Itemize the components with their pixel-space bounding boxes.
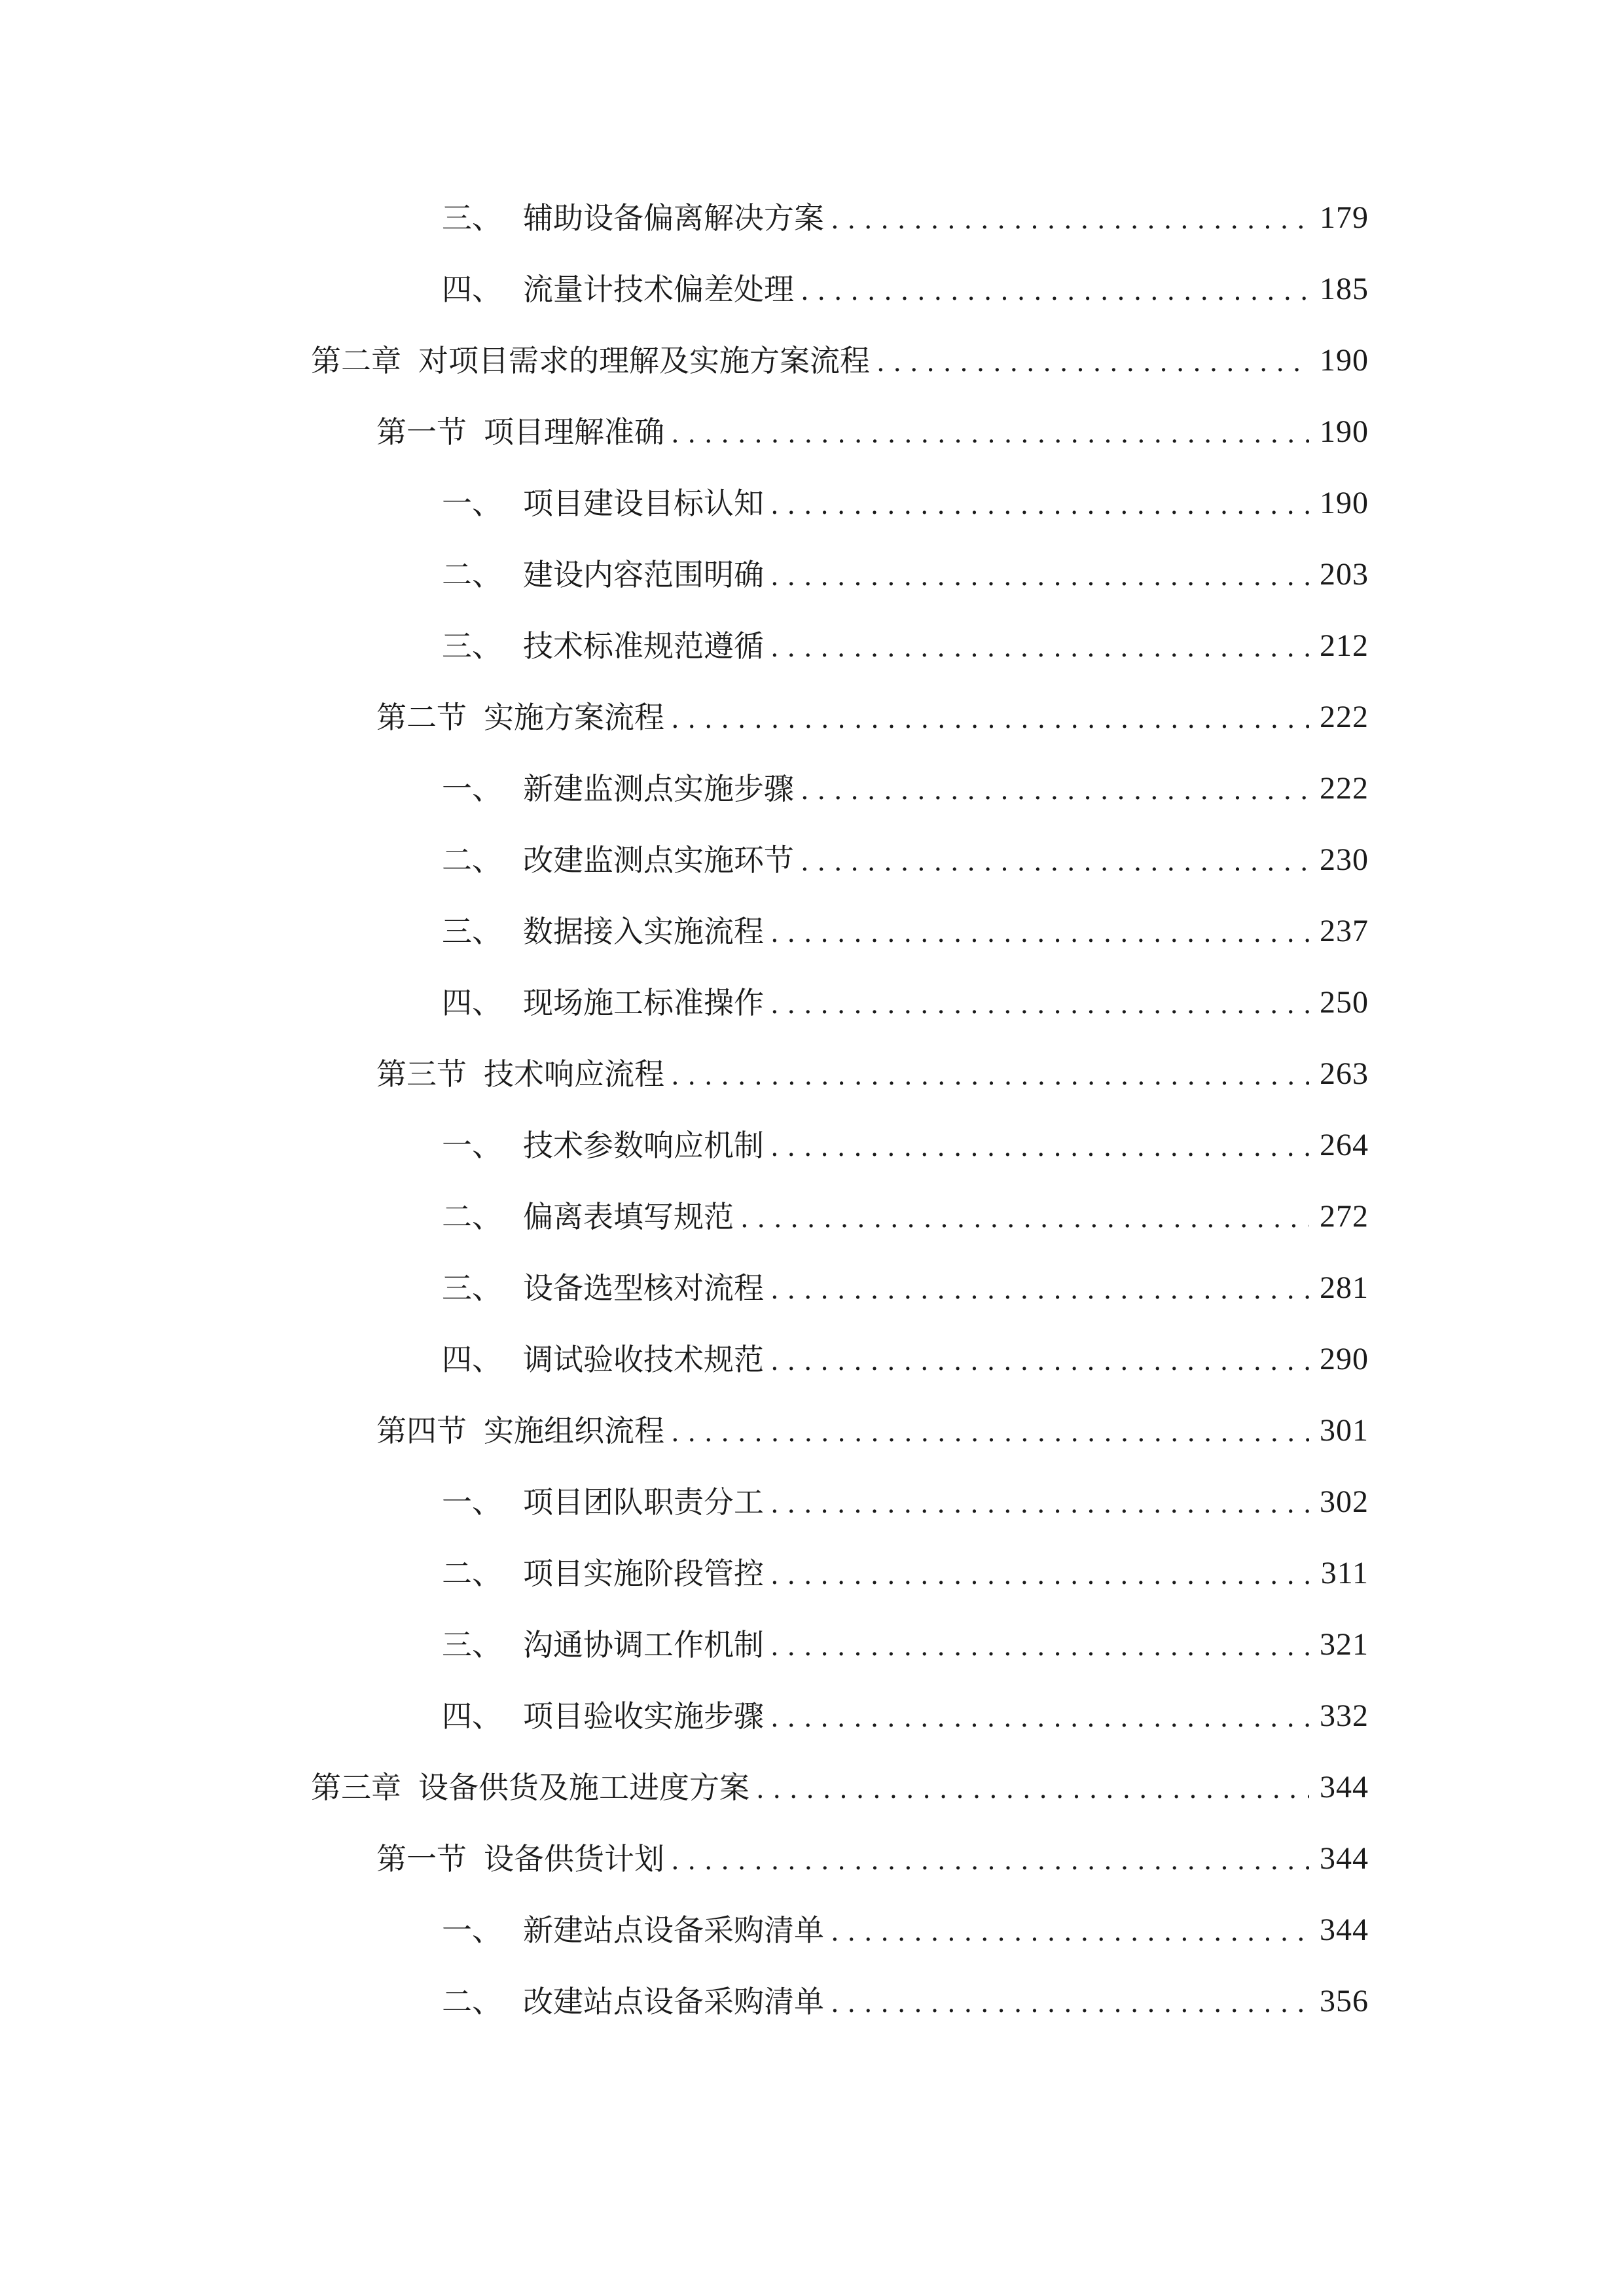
page-number: 264 [1320, 1128, 1369, 1162]
toc-entry[interactable] [442, 266, 1369, 313]
toc-section-entry[interactable] [376, 694, 1369, 741]
toc-entry[interactable] [442, 1479, 1369, 1526]
chapter-title: 设备供货及施工进度方案 [418, 1770, 749, 1805]
entry-title: 技术标准规范遵循 [523, 628, 764, 664]
entry-title: 项目团队职责分工 [523, 1484, 764, 1520]
toc-entry[interactable] [442, 1193, 1369, 1240]
toc-entry[interactable] [442, 1693, 1369, 1740]
toc-entry[interactable] [442, 836, 1369, 884]
entry-title: 项目建设目标认知 [523, 486, 764, 521]
entry-number: 二、 [442, 1199, 502, 1234]
page-number: 222 [1320, 771, 1369, 806]
entry-number: 二、 [442, 842, 502, 878]
dot-leader [801, 266, 1309, 313]
page-number: 311 [1320, 1556, 1369, 1590]
toc-entry[interactable] [442, 551, 1369, 598]
entry-number: 二、 [442, 1984, 502, 2019]
page-number: 344 [1320, 1770, 1369, 1804]
entry-title: 建设内容范围明确 [523, 557, 764, 592]
entry-number: 四、 [442, 1698, 502, 1734]
toc-entry[interactable] [442, 1122, 1369, 1169]
entry-number: 三、 [442, 628, 502, 664]
dot-leader [770, 622, 1309, 670]
toc-entry[interactable] [442, 765, 1369, 812]
dot-leader [740, 1193, 1309, 1240]
section-title: 技术响应流程 [484, 1056, 664, 1092]
page-number: 332 [1320, 1698, 1369, 1733]
entry-title: 辅助设备偏离解决方案 [523, 200, 824, 236]
page-number: 203 [1320, 557, 1369, 592]
page-number: 237 [1320, 914, 1369, 948]
entry-number: 二、 [442, 1556, 502, 1591]
toc-entry[interactable] [442, 1978, 1369, 2025]
entry-title: 偏离表填写规范 [523, 1199, 734, 1234]
entry-title: 沟通协调工作机制 [523, 1627, 764, 1662]
section-title: 实施方案流程 [484, 700, 664, 735]
page-number: 302 [1320, 1484, 1369, 1519]
page-number: 250 [1320, 985, 1369, 1020]
entry-number: 四、 [442, 272, 502, 307]
entry-title: 项目验收实施步骤 [523, 1698, 764, 1734]
entry-title: 改建监测点实施环节 [523, 842, 794, 878]
dot-leader [801, 836, 1309, 884]
dot-leader [756, 1764, 1309, 1811]
entry-number: 一、 [442, 1128, 502, 1163]
entry-number: 三、 [442, 1627, 502, 1662]
page-number: 190 [1320, 414, 1369, 449]
page-number: 344 [1320, 1841, 1369, 1876]
chapter-number: 第三章 [311, 1770, 401, 1805]
dot-leader [770, 1621, 1309, 1668]
toc-entry[interactable] [442, 1336, 1369, 1383]
section-number: 第三节 [376, 1056, 467, 1092]
page-number: 230 [1320, 842, 1369, 877]
entry-title: 流量计技术偏差处理 [523, 272, 794, 307]
section-number: 第一节 [376, 1841, 467, 1876]
chapter-number: 第二章 [311, 343, 401, 378]
toc-entry[interactable] [442, 979, 1369, 1026]
entry-number: 一、 [442, 1484, 502, 1520]
page-number: 185 [1320, 272, 1369, 306]
page-number: 321 [1320, 1627, 1369, 1662]
dot-leader [770, 1265, 1309, 1312]
dot-leader [770, 1479, 1309, 1526]
entry-number: 一、 [442, 771, 502, 806]
page-number: 222 [1320, 700, 1369, 734]
dot-leader [770, 908, 1309, 955]
dot-leader [671, 408, 1309, 456]
section-title: 项目理解准确 [484, 414, 664, 450]
toc-entry[interactable] [442, 908, 1369, 955]
toc-entry[interactable] [442, 1907, 1369, 1954]
toc-section-entry[interactable] [376, 1050, 1369, 1098]
entry-number: 二、 [442, 557, 502, 592]
entry-title: 新建监测点实施步骤 [523, 771, 794, 806]
entry-number: 一、 [442, 486, 502, 521]
dot-leader [831, 1978, 1309, 2025]
dot-leader [801, 765, 1309, 812]
toc-section-entry[interactable] [376, 1835, 1369, 1882]
chapter-title: 对项目需求的理解及实施方案流程 [418, 343, 870, 378]
page-number: 272 [1320, 1199, 1369, 1234]
dot-leader [770, 551, 1309, 598]
dot-leader [831, 1907, 1309, 1954]
dot-leader [876, 337, 1309, 384]
page-number: 263 [1320, 1056, 1369, 1091]
entry-title: 现场施工标准操作 [523, 985, 764, 1020]
dot-leader [831, 194, 1309, 242]
page-number: 290 [1320, 1342, 1369, 1376]
section-title: 实施组织流程 [484, 1413, 664, 1448]
toc-entry[interactable] [442, 1550, 1369, 1597]
entry-title: 新建站点设备采购清单 [523, 1912, 824, 1948]
section-number: 第二节 [376, 700, 467, 735]
entry-title: 改建站点设备采购清单 [523, 1984, 824, 2019]
section-title: 设备供货计划 [484, 1841, 664, 1876]
entry-number: 三、 [442, 1270, 502, 1306]
toc-chapter-entry[interactable] [311, 1764, 1369, 1811]
page-number: 356 [1320, 1984, 1369, 2018]
entry-number: 三、 [442, 200, 502, 236]
page-number: 190 [1320, 486, 1369, 520]
page-number: 190 [1320, 343, 1369, 378]
page-number: 301 [1320, 1413, 1369, 1448]
toc-section-entry[interactable] [376, 1407, 1369, 1454]
toc-entry[interactable] [442, 1621, 1369, 1668]
entry-number: 三、 [442, 914, 502, 949]
page-number: 344 [1320, 1912, 1369, 1947]
entry-title: 技术参数响应机制 [523, 1128, 764, 1163]
toc-chapter-entry[interactable] [311, 337, 1369, 384]
dot-leader [770, 1336, 1309, 1383]
dot-leader [770, 1550, 1310, 1597]
entry-number: 一、 [442, 1912, 502, 1948]
section-number: 第四节 [376, 1413, 467, 1448]
dot-leader [671, 1835, 1309, 1882]
toc-entry[interactable] [442, 1265, 1369, 1312]
entry-title: 设备选型核对流程 [523, 1270, 764, 1306]
page-number: 212 [1320, 628, 1369, 663]
section-number: 第一节 [376, 414, 467, 450]
entry-title: 数据接入实施流程 [523, 914, 764, 949]
toc-entry[interactable] [442, 480, 1369, 527]
dot-leader [671, 694, 1309, 741]
toc-entry[interactable] [442, 194, 1369, 242]
dot-leader [770, 480, 1309, 527]
entry-number: 四、 [442, 1342, 502, 1377]
entry-title: 项目实施阶段管控 [523, 1556, 764, 1591]
dot-leader [770, 1122, 1309, 1169]
page-number: 179 [1320, 200, 1369, 235]
entry-title: 调试验收技术规范 [523, 1342, 764, 1377]
dot-leader [770, 979, 1309, 1026]
dot-leader [770, 1693, 1309, 1740]
entry-number: 四、 [442, 985, 502, 1020]
page-number: 281 [1320, 1270, 1369, 1305]
toc-entry[interactable] [442, 622, 1369, 670]
dot-leader [671, 1407, 1309, 1454]
dot-leader [671, 1050, 1309, 1098]
toc-section-entry[interactable] [376, 408, 1369, 456]
